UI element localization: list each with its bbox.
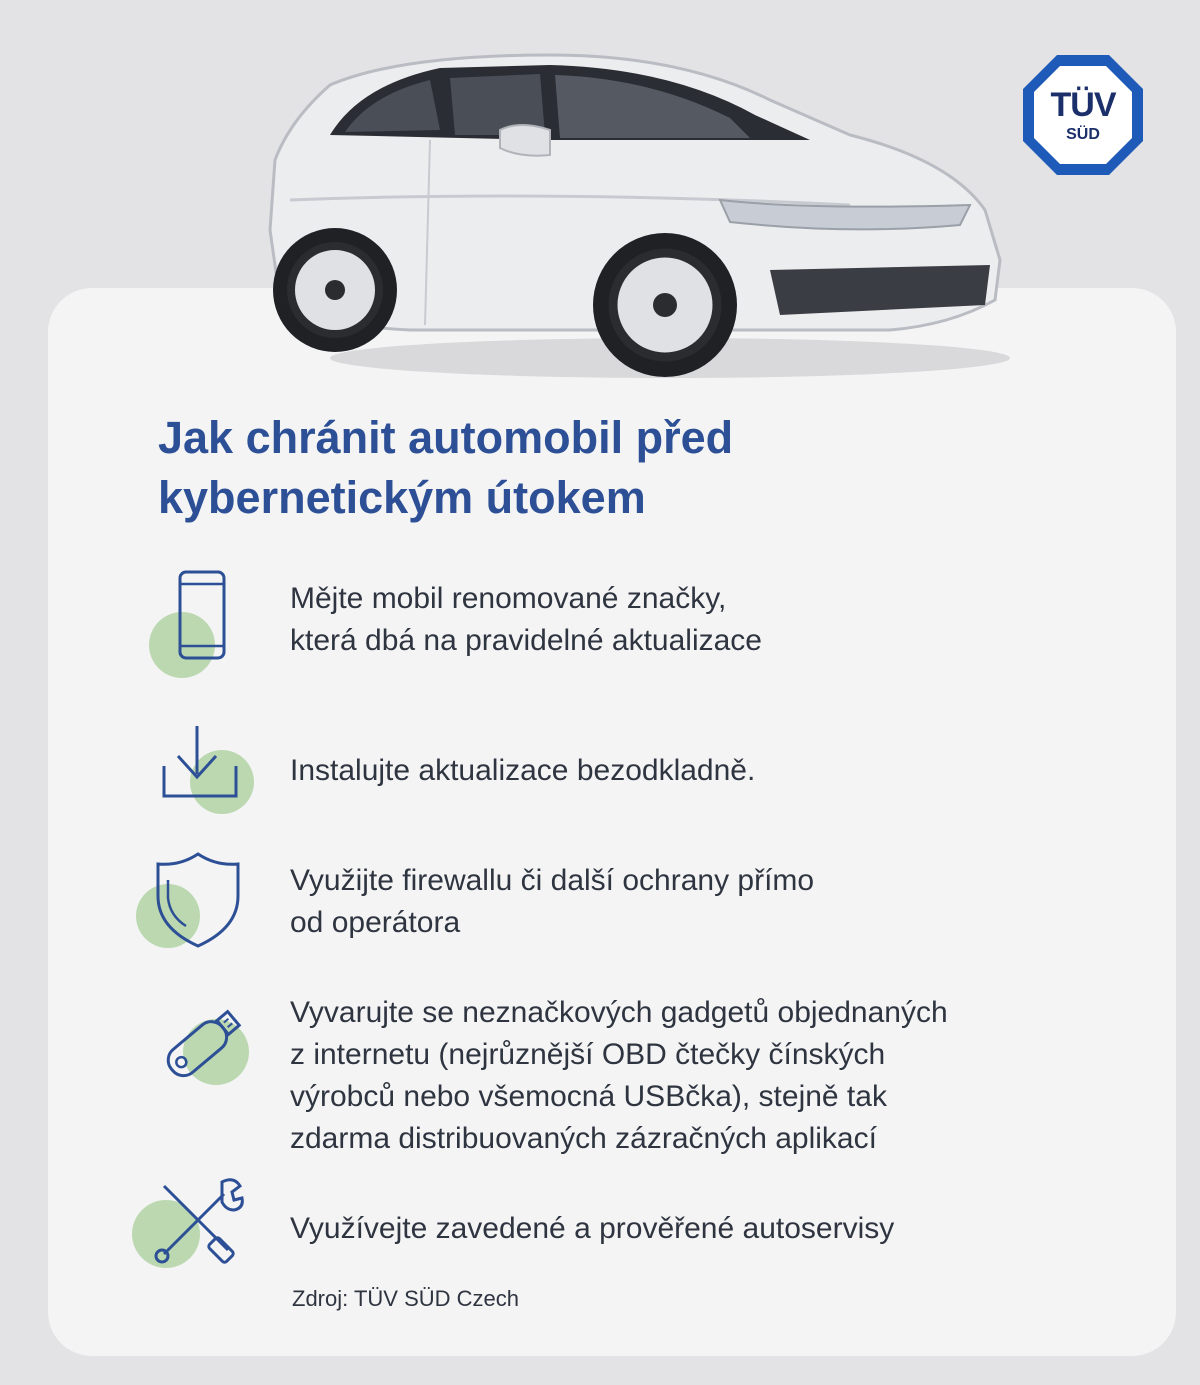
tools-icon xyxy=(130,1172,260,1292)
tip-5-line-1: Využívejte zavedené a prověřené autoservisy xyxy=(290,1212,895,1245)
tip-2-line-1: Instalujte aktualizace bezodkladně. xyxy=(290,754,756,787)
tuv-sud-logo xyxy=(1020,52,1146,178)
smartphone-icon xyxy=(130,570,260,690)
logo-text-sud: SÜD xyxy=(1066,126,1100,143)
title-line-1: Jak chránit automobil před xyxy=(158,412,734,463)
tip-4-line-3: výrobců nebo všemocná USBčka), stejně tak xyxy=(290,1080,887,1113)
tip-1-line-1: Mějte mobil renomované značky, xyxy=(290,582,727,615)
page-title xyxy=(158,408,1058,528)
source-note: Zdroj: TÜV SÜD Czech xyxy=(292,1286,519,1311)
logo-text-tuv: TÜV xyxy=(1050,86,1116,124)
tip-4-line-1: Vyvarujte se neznačkových gadgetů objednaných xyxy=(290,996,948,1029)
title-line-2: kybernetickým útokem xyxy=(158,472,646,523)
usb-drive-icon xyxy=(130,992,260,1112)
tip-4-line-4: zdarma distribuovaných zázračných aplikací xyxy=(290,1122,877,1155)
tip-4-line-2: z internetu (nejrůznější OBD čtečky čínských xyxy=(290,1038,886,1071)
shield-icon xyxy=(130,850,260,970)
tip-1-line-2: která dbá na pravidelné aktualizace xyxy=(290,624,762,657)
download-icon xyxy=(130,722,260,842)
tip-3-line-2: od operátora xyxy=(290,906,461,939)
car-illustration xyxy=(250,40,1020,385)
tip-3-line-1: Využijte firewallu či další ochrany přímo xyxy=(290,864,815,897)
